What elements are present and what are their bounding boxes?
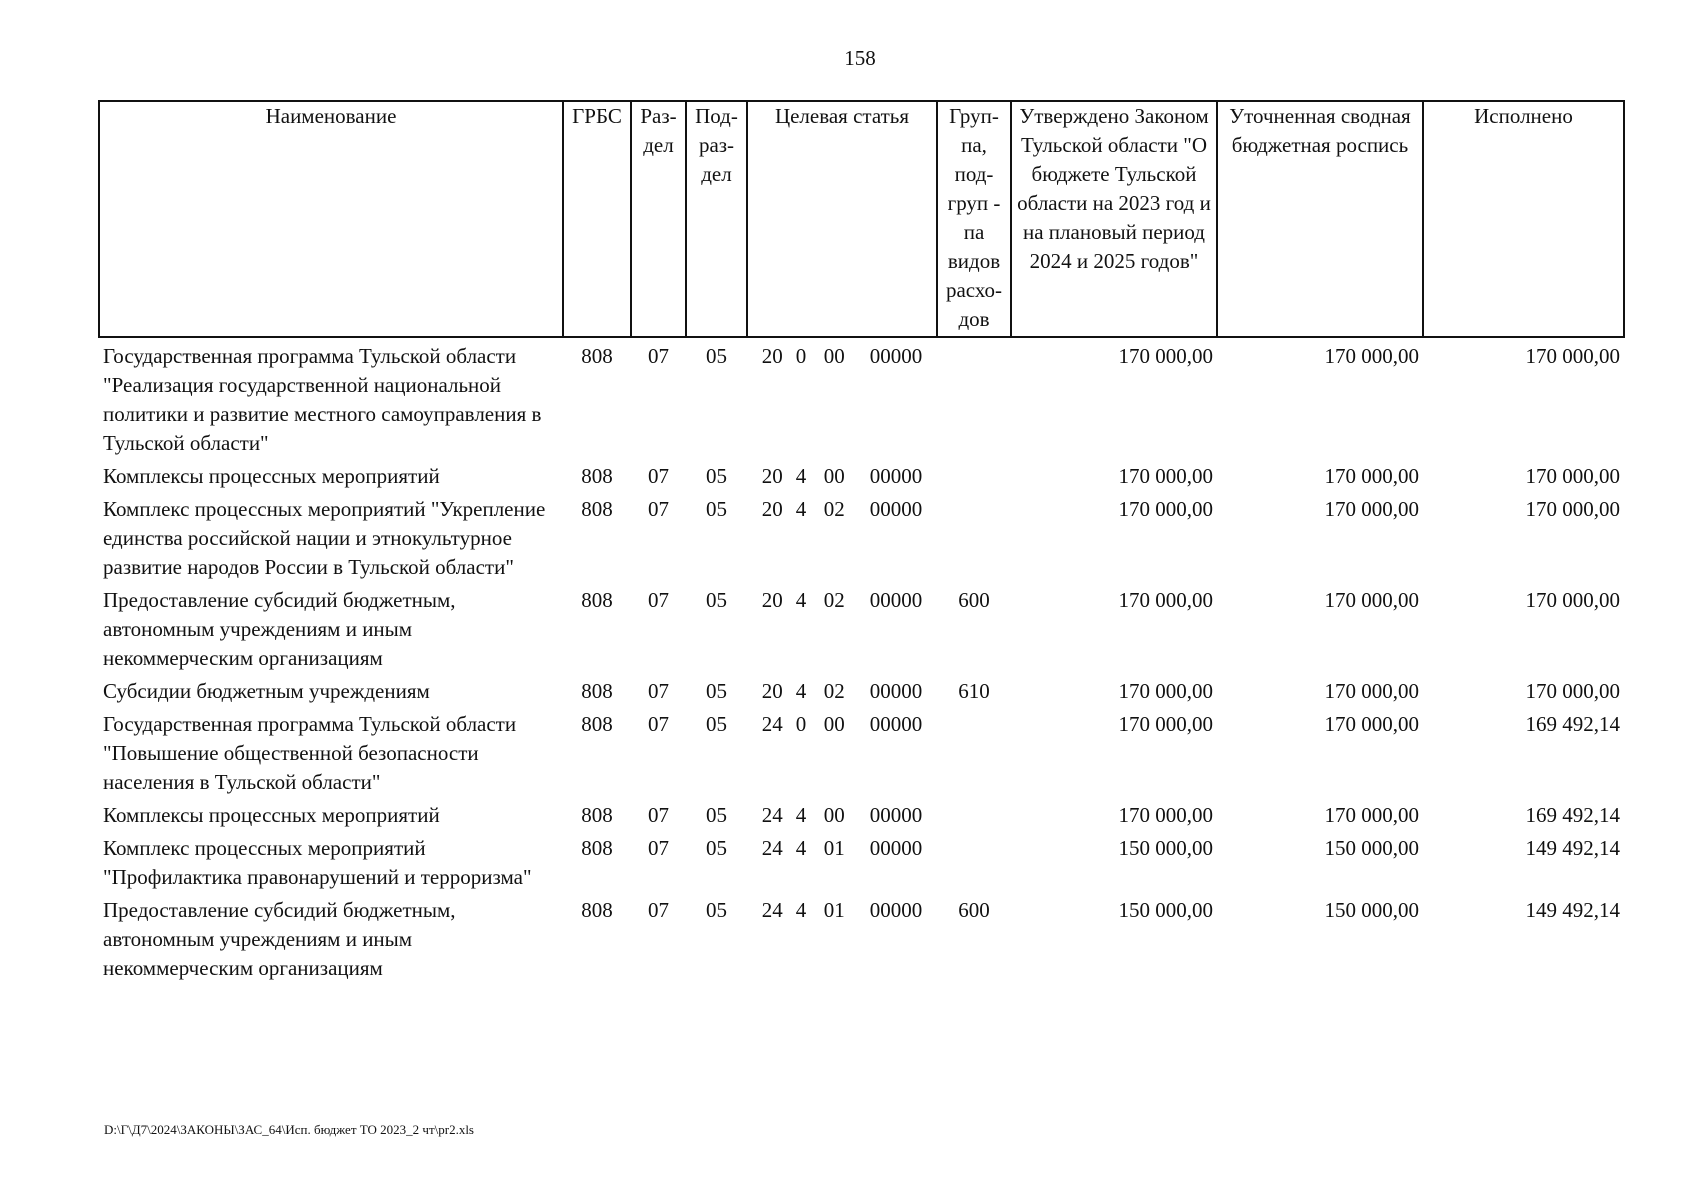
header-target: Целевая статья: [747, 101, 937, 337]
row-refined: 170 000,00: [1324, 803, 1419, 827]
target-article-part: 00000: [869, 497, 923, 521]
target-article-part: 4: [795, 588, 807, 612]
row-approved: 170 000,00: [1118, 588, 1213, 612]
row-razdel: 07: [648, 497, 669, 521]
target-article-part: 20: [761, 344, 783, 368]
row-podrazdel: 05: [706, 898, 727, 922]
row-executed: 170 000,00: [1525, 497, 1620, 521]
row-target-article: [747, 710, 937, 801]
table-row: [99, 337, 1624, 462]
target-article-part: 4: [795, 898, 807, 922]
row-grbs: 808: [581, 803, 613, 827]
row-approved: 170 000,00: [1118, 679, 1213, 703]
row-grbs: 808: [581, 712, 613, 736]
row-executed: 149 492,14: [1525, 836, 1620, 860]
row-name: Субсидии бюджетным учреждениям: [103, 679, 430, 703]
row-group: [937, 834, 1011, 896]
row-group: 610: [958, 679, 990, 703]
row-podrazdel: 05: [706, 803, 727, 827]
row-target-article: [747, 834, 937, 896]
row-razdel: 07: [648, 803, 669, 827]
row-refined: 170 000,00: [1324, 344, 1419, 368]
row-refined: 170 000,00: [1324, 712, 1419, 736]
row-executed: 169 492,14: [1525, 712, 1620, 736]
row-grbs: 808: [581, 679, 613, 703]
target-article-part: 24: [761, 712, 783, 736]
row-target-article: [747, 337, 937, 462]
table-row: [99, 801, 1624, 834]
header-refined: Уточненная сводная бюджетная роспись: [1217, 101, 1423, 337]
row-podrazdel: 05: [706, 344, 727, 368]
row-executed: 170 000,00: [1525, 344, 1620, 368]
target-article-part: 4: [795, 464, 807, 488]
target-article-part: 0: [795, 712, 807, 736]
row-razdel: 07: [648, 712, 669, 736]
target-article-part: 20: [761, 497, 783, 521]
target-article-part: 0: [795, 344, 807, 368]
row-name: Комплексы процессных мероприятий: [103, 803, 440, 827]
table-row: [99, 462, 1624, 495]
row-executed: 149 492,14: [1525, 898, 1620, 922]
header-podrazdel: Под-раз-дел: [686, 101, 747, 337]
target-article-part: 00: [823, 464, 845, 488]
table-row: [99, 896, 1624, 987]
target-article-part: 02: [823, 679, 845, 703]
row-podrazdel: 05: [706, 836, 727, 860]
row-target-article: [747, 462, 937, 495]
header-name: Наименование: [99, 101, 563, 337]
target-article-part: 00000: [869, 803, 923, 827]
target-article-part: 00: [823, 803, 845, 827]
row-approved: 170 000,00: [1118, 344, 1213, 368]
target-article-part: 00000: [869, 679, 923, 703]
target-article-part: 01: [823, 898, 845, 922]
target-article-part: 01: [823, 836, 845, 860]
row-name: Комплексы процессных мероприятий: [103, 464, 440, 488]
row-grbs: 808: [581, 898, 613, 922]
row-name: Комплекс процессных мероприятий "Профилактика правонарушений и терроризма": [103, 836, 532, 889]
row-target-article: [747, 586, 937, 677]
row-executed: 170 000,00: [1525, 588, 1620, 612]
target-article-part: 20: [761, 679, 783, 703]
row-grbs: 808: [581, 836, 613, 860]
header-razdel: Раз-дел: [631, 101, 686, 337]
target-article-part: 00000: [869, 464, 923, 488]
table-row: [99, 495, 1624, 586]
row-refined: 170 000,00: [1324, 679, 1419, 703]
header-executed: Исполнено: [1423, 101, 1624, 337]
row-podrazdel: 05: [706, 497, 727, 521]
row-podrazdel: 05: [706, 679, 727, 703]
row-podrazdel: 05: [706, 712, 727, 736]
row-name: Государственная программа Тульской области "Реализация государственной национальной политики и развитие местного самоуправления в Тульской области": [103, 344, 542, 455]
target-article-part: 00: [823, 712, 845, 736]
row-group: [937, 710, 1011, 801]
table-row: [99, 586, 1624, 677]
row-refined: 170 000,00: [1324, 464, 1419, 488]
row-razdel: 07: [648, 344, 669, 368]
header-grbs: ГРБС: [563, 101, 631, 337]
row-approved: 170 000,00: [1118, 464, 1213, 488]
row-razdel: 07: [648, 836, 669, 860]
budget-table: [98, 100, 1625, 987]
row-razdel: 07: [648, 464, 669, 488]
target-article-part: 00000: [869, 836, 923, 860]
footer-file-path: D:\Г\Д7\2024\ЗАКОНЫ\ЗАС_64\Исп. бюджет ТО 2023_2 чт\pr2.xls: [104, 1122, 474, 1137]
target-article-part: 00000: [869, 588, 923, 612]
target-article-part: 20: [761, 588, 783, 612]
row-name: Предоставление субсидий бюджетным, автономным учреждениям и иным некоммерческим организациям: [103, 588, 456, 670]
row-group: [937, 801, 1011, 834]
row-refined: 150 000,00: [1324, 898, 1419, 922]
target-article-part: 02: [823, 497, 845, 521]
table-header-row: [99, 101, 1624, 337]
row-razdel: 07: [648, 588, 669, 612]
row-approved: 170 000,00: [1118, 712, 1213, 736]
target-article-part: 24: [761, 803, 783, 827]
row-grbs: 808: [581, 588, 613, 612]
header-approved: Утверждено Законом Тульской области "О бюджете Тульской области на 2023 год и на плановый период 2024 и 2025 годов": [1011, 101, 1217, 337]
row-refined: 150 000,00: [1324, 836, 1419, 860]
target-article-part: 00: [823, 344, 845, 368]
table-row: [99, 710, 1624, 801]
row-name: Предоставление субсидий бюджетным, автономным учреждениям и иным некоммерческим организациям: [103, 898, 456, 980]
row-approved: 170 000,00: [1118, 497, 1213, 521]
row-target-article: [747, 677, 937, 710]
row-target-article: [747, 801, 937, 834]
row-executed: 169 492,14: [1525, 803, 1620, 827]
row-podrazdel: 05: [706, 464, 727, 488]
target-article-part: 20: [761, 464, 783, 488]
row-approved: 170 000,00: [1118, 803, 1213, 827]
target-article-part: 24: [761, 836, 783, 860]
row-group: 600: [958, 588, 990, 612]
target-article-part: 00000: [869, 344, 923, 368]
target-article-part: 00000: [869, 898, 923, 922]
target-article-part: 02: [823, 588, 845, 612]
row-executed: 170 000,00: [1525, 464, 1620, 488]
row-target-article: [747, 896, 937, 987]
header-group: Груп-па, под-груп - па видов расхо-дов: [937, 101, 1011, 337]
row-refined: 170 000,00: [1324, 588, 1419, 612]
row-executed: 170 000,00: [1525, 679, 1620, 703]
page-number: 158: [844, 46, 876, 70]
target-article-part: 24: [761, 898, 783, 922]
table-row: [99, 834, 1624, 896]
target-article-part: 4: [795, 803, 807, 827]
row-group: [937, 462, 1011, 495]
row-grbs: 808: [581, 497, 613, 521]
table-row: [99, 677, 1624, 710]
row-grbs: 808: [581, 344, 613, 368]
target-article-part: 4: [795, 497, 807, 521]
row-group: 600: [958, 898, 990, 922]
row-name: Государственная программа Тульской области "Повышение общественной безопасности населения в Тульской области": [103, 712, 517, 794]
row-approved: 150 000,00: [1118, 836, 1213, 860]
row-name: Комплекс процессных мероприятий "Укрепление единства российской нации и этнокультурное развитие народов России в Тульской области": [103, 497, 546, 579]
row-grbs: 808: [581, 464, 613, 488]
row-group: [937, 337, 1011, 462]
row-refined: 170 000,00: [1324, 497, 1419, 521]
row-target-article: [747, 495, 937, 586]
target-article-part: 4: [795, 836, 807, 860]
row-razdel: 07: [648, 679, 669, 703]
row-podrazdel: 05: [706, 588, 727, 612]
row-group: [937, 495, 1011, 586]
row-razdel: 07: [648, 898, 669, 922]
row-approved: 150 000,00: [1118, 898, 1213, 922]
target-article-part: 00000: [869, 712, 923, 736]
target-article-part: 4: [795, 679, 807, 703]
